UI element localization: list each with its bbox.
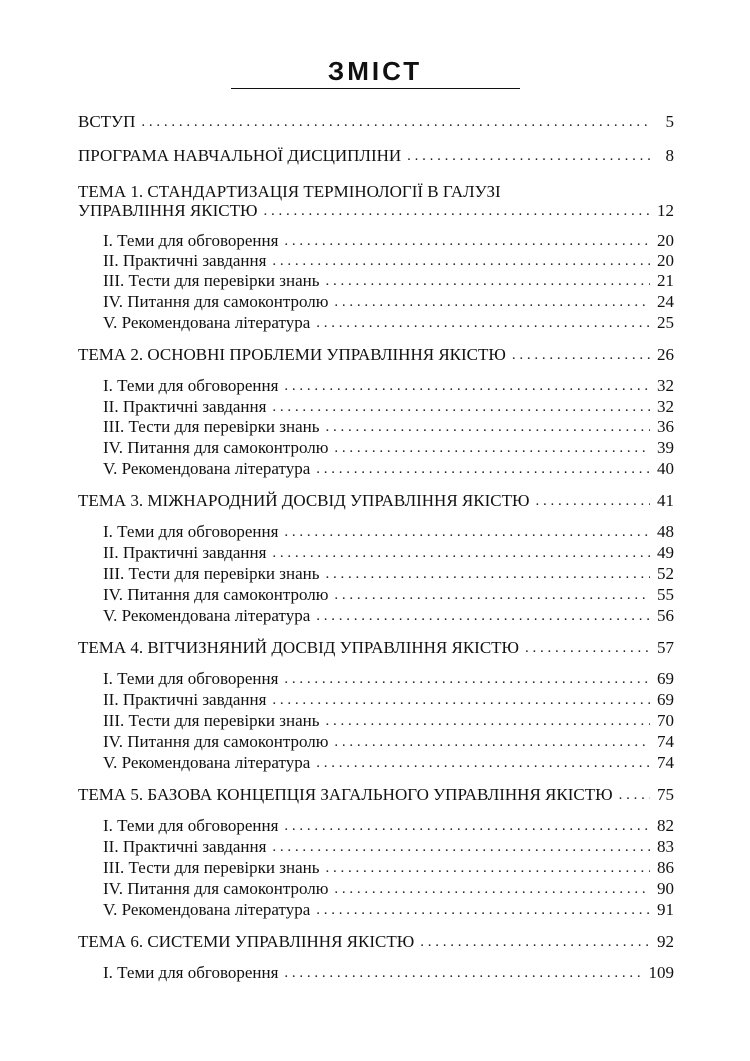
dot-leader	[141, 112, 650, 132]
toc-subentry[interactable]	[103, 814, 674, 836]
toc-subentry[interactable]	[103, 688, 674, 710]
dot-leader	[334, 732, 650, 752]
dot-leader	[619, 785, 650, 805]
toc-subentry[interactable]	[103, 961, 674, 983]
toc-page-number: 8	[665, 146, 674, 165]
toc-page-number: 41	[657, 491, 674, 510]
toc-subentry[interactable]	[103, 311, 674, 333]
dot-leader	[334, 585, 650, 605]
toc-subentry[interactable]	[103, 856, 674, 878]
toc-page-number: 82	[657, 816, 674, 835]
toc-label: V. Рекомендована література	[103, 900, 311, 919]
dot-leader	[316, 313, 650, 333]
toc-subentry[interactable]	[103, 667, 674, 689]
toc-page-number: 32	[657, 376, 674, 395]
toc-entry[interactable]	[78, 343, 674, 365]
toc-page-number: 74	[657, 753, 674, 772]
toc-subentry[interactable]	[103, 520, 674, 542]
dot-leader	[284, 376, 650, 396]
toc-label: І. Теми для обговорення	[103, 669, 279, 688]
dot-leader	[284, 669, 650, 689]
toc-subentry[interactable]	[103, 229, 674, 251]
toc-page-number: 24	[657, 292, 674, 311]
toc-label: V. Рекомендована література	[103, 313, 311, 332]
dot-leader	[272, 543, 650, 563]
toc-page-number: 36	[657, 417, 674, 436]
dot-leader	[525, 638, 650, 658]
toc-page-number: 90	[657, 879, 674, 898]
toc-entry[interactable]	[78, 636, 674, 658]
dot-leader	[316, 459, 650, 479]
dot-leader	[325, 711, 650, 731]
toc-subentry[interactable]	[103, 877, 674, 899]
toc-label: ТЕМА 3. МІЖНАРОДНИЙ ДОСВІД УПРАВЛІННЯ ЯКІСТЮ	[78, 491, 530, 510]
toc-subentry[interactable]	[103, 835, 674, 857]
toc-page-number: 12	[657, 201, 674, 220]
toc-label: ІІІ. Тести для перевірки знань	[103, 564, 320, 583]
toc-label: ТЕМА 4. ВІТЧИЗНЯНИЙ ДОСВІД УПРАВЛІННЯ ЯКІСТЮ	[78, 638, 520, 657]
dot-leader	[334, 879, 650, 899]
dot-leader	[263, 201, 650, 221]
dot-leader	[316, 606, 650, 626]
toc-label: УПРАВЛІННЯ ЯКІСТЮ	[78, 201, 258, 220]
toc-label: ІІІ. Тести для перевірки знань	[103, 711, 320, 730]
toc-page-number: 26	[657, 345, 674, 364]
dot-leader	[272, 251, 650, 271]
toc-label: V. Рекомендована література	[103, 606, 311, 625]
toc-subentry[interactable]	[103, 249, 674, 271]
toc-subentry[interactable]	[103, 562, 674, 584]
toc-label: І. Теми для обговорення	[103, 231, 279, 250]
toc-entry[interactable]	[78, 930, 674, 952]
toc-label: ІІІ. Тести для перевірки знань	[103, 858, 320, 877]
toc-subentry[interactable]	[103, 709, 674, 731]
toc-label: ІІ. Практичні завдання	[103, 837, 267, 856]
toc-page-number: 75	[657, 785, 674, 804]
toc-subentry[interactable]	[103, 583, 674, 605]
dot-leader	[316, 900, 650, 920]
toc-label: IV. Питання для самоконтролю	[103, 438, 329, 457]
toc-label: V. Рекомендована література	[103, 753, 311, 772]
dot-leader	[535, 491, 650, 511]
toc-label: ТЕМА 6. СИСТЕМИ УПРАВЛІННЯ ЯКІСТЮ	[78, 932, 415, 951]
toc-page-number: 70	[657, 711, 674, 730]
dot-leader	[325, 858, 650, 878]
toc-page-number: 20	[657, 231, 674, 250]
toc-label: ІІІ. Тести для перевірки знань	[103, 271, 320, 290]
toc-subentry[interactable]	[103, 290, 674, 312]
toc-subentry[interactable]	[103, 395, 674, 417]
dot-leader	[316, 753, 650, 773]
toc-subentry[interactable]	[103, 374, 674, 396]
dot-leader	[284, 231, 650, 251]
toc-page-number: 69	[657, 690, 674, 709]
toc-page-number: 39	[657, 438, 674, 457]
toc-page-number: 32	[657, 397, 674, 416]
toc-label: ВСТУП	[78, 112, 136, 131]
dot-leader	[325, 564, 650, 584]
toc-label: І. Теми для обговорення	[103, 816, 279, 835]
toc-page-number: 55	[657, 585, 674, 604]
toc-subentry[interactable]	[103, 604, 674, 626]
toc-subentry[interactable]	[103, 269, 674, 291]
toc-entry[interactable]	[78, 199, 674, 221]
toc-page-number: 20	[657, 251, 674, 270]
toc-label: І. Теми для обговорення	[103, 522, 279, 541]
dot-leader	[272, 397, 650, 417]
dot-leader	[272, 837, 650, 857]
toc-page-number: 48	[657, 522, 674, 541]
toc-label: ПРОГРАМА НАВЧАЛЬНОЇ ДИСЦИПЛІНИ	[78, 146, 402, 165]
toc-label: IV. Питання для самоконтролю	[103, 732, 329, 751]
toc-page-number: 74	[657, 732, 674, 751]
dot-leader	[420, 932, 650, 952]
toc-label-line1: ТЕМА 1. СТАНДАРТИЗАЦІЯ ТЕРМІНОЛОГІЇ В ГАЛУЗІ	[78, 182, 501, 201]
toc-label: ІІ. Практичні завдання	[103, 397, 267, 416]
title-underline	[231, 88, 520, 89]
toc-page-number: 40	[657, 459, 674, 478]
dot-leader	[325, 271, 650, 291]
dot-leader	[272, 690, 650, 710]
dot-leader	[407, 146, 650, 166]
toc-page-number: 52	[657, 564, 674, 583]
toc-page-number: 56	[657, 606, 674, 625]
toc-page-number: 83	[657, 837, 674, 856]
toc-page-number: 5	[665, 112, 674, 131]
page-title: ЗМІСТ	[327, 56, 423, 86]
toc-label: ТЕМА 2. ОСНОВНІ ПРОБЛЕМИ УПРАВЛІННЯ ЯКІСТЮ	[78, 345, 506, 364]
toc-subentry[interactable]	[103, 457, 674, 479]
toc-subentry[interactable]	[103, 436, 674, 458]
toc-entry[interactable]	[78, 110, 674, 132]
dot-leader	[334, 292, 650, 312]
dot-leader	[334, 438, 650, 458]
toc-label: IV. Питання для самоконтролю	[103, 292, 329, 311]
toc-page-number: 109	[648, 963, 674, 982]
toc-label: ІІ. Практичні завдання	[103, 251, 267, 270]
toc-label: ІІ. Практичні завдання	[103, 543, 267, 562]
toc-label: ТЕМА 5. БАЗОВА КОНЦЕПЦІЯ ЗАГАЛЬНОГО УПРАВЛІННЯ ЯКІСТЮ	[78, 785, 613, 804]
toc-subentry[interactable]	[103, 415, 674, 437]
toc-label: ІІІ. Тести для перевірки знань	[103, 417, 320, 436]
toc-page-number: 57	[657, 638, 674, 657]
dot-leader	[512, 345, 650, 365]
toc-label: IV. Питання для самоконтролю	[103, 585, 329, 604]
toc-subentry[interactable]	[103, 730, 674, 752]
dot-leader	[284, 963, 642, 983]
dot-leader	[325, 417, 650, 437]
dot-leader	[284, 522, 650, 542]
toc-label: І. Теми для обговорення	[103, 376, 279, 395]
toc-subentry[interactable]	[103, 751, 674, 773]
toc-entry[interactable]	[78, 489, 674, 511]
toc-page-number: 92	[657, 932, 674, 951]
toc-label: І. Теми для обговорення	[103, 963, 279, 982]
toc-page-number: 49	[657, 543, 674, 562]
toc-page-number: 69	[657, 669, 674, 688]
toc-page-number: 91	[657, 900, 674, 919]
toc-entry[interactable]	[78, 144, 674, 166]
toc-page-number: 21	[657, 271, 674, 290]
toc-subentry[interactable]	[103, 541, 674, 563]
dot-leader	[284, 816, 650, 836]
toc-page-number: 86	[657, 858, 674, 877]
toc-label: V. Рекомендована література	[103, 459, 311, 478]
toc-entry[interactable]	[78, 783, 674, 805]
toc-subentry[interactable]	[103, 898, 674, 920]
toc-page-number: 25	[657, 313, 674, 332]
toc-label: IV. Питання для самоконтролю	[103, 879, 329, 898]
toc-label: ІІ. Практичні завдання	[103, 690, 267, 709]
